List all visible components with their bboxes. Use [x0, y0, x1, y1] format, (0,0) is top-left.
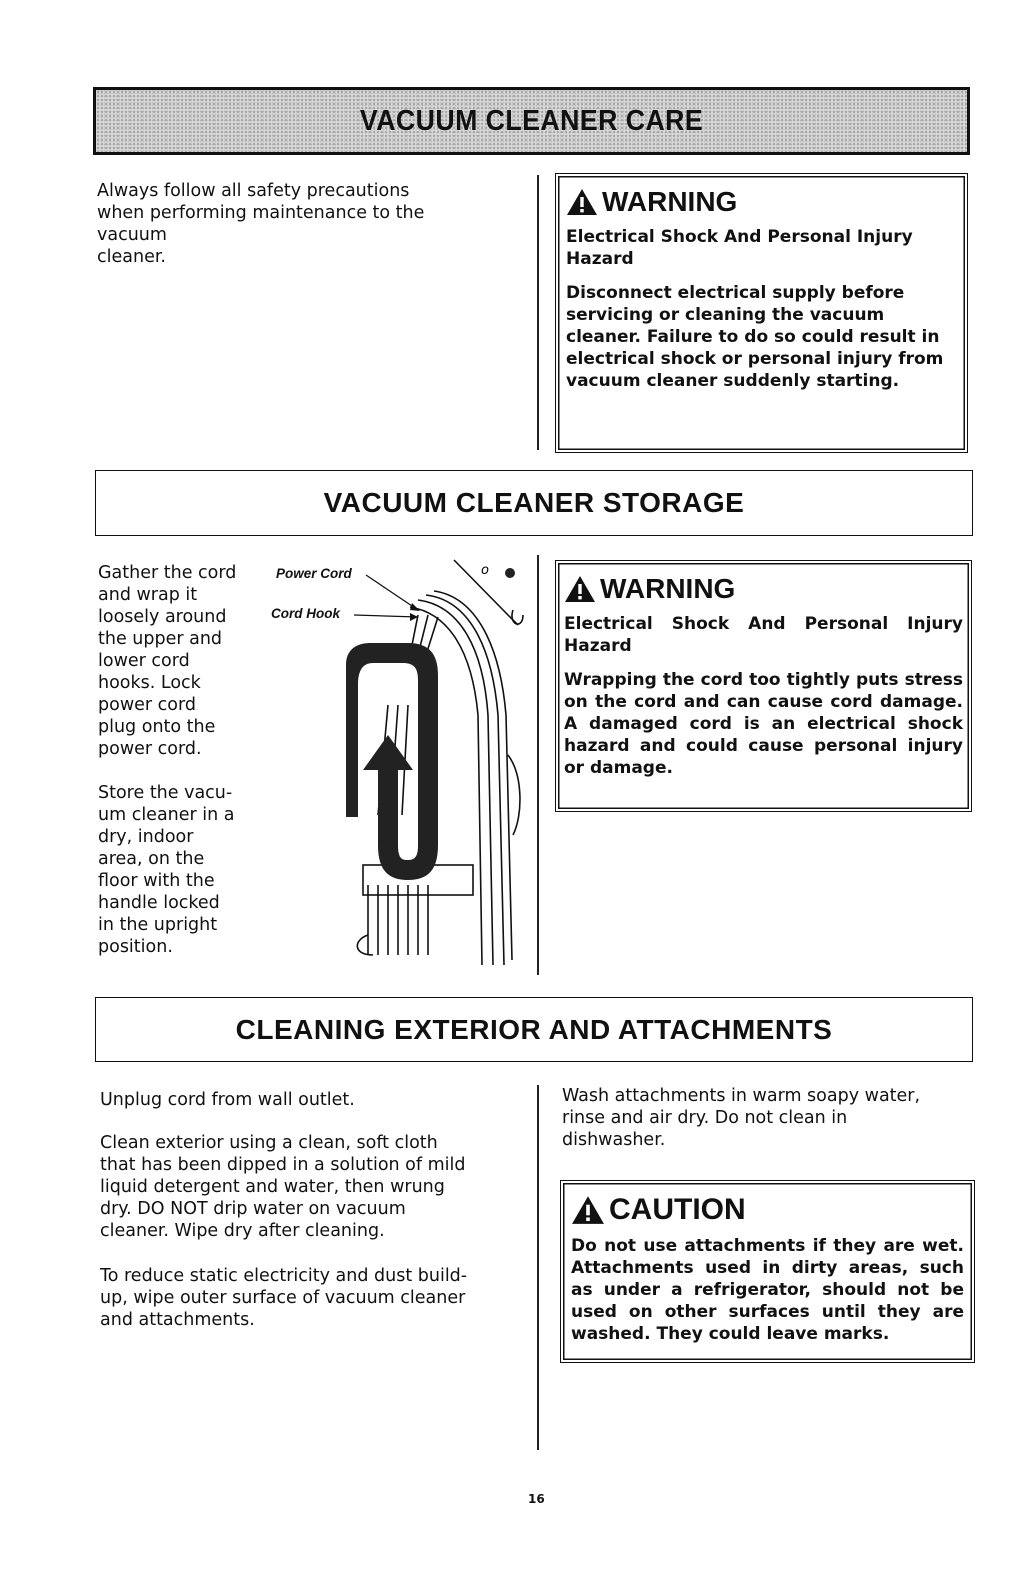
section-title: VACUUM CLEANER STORAGE [323, 487, 745, 518]
cleaning-para-1: Unplug cord from wall outlet. [100, 1090, 355, 1110]
caution-box [560, 1180, 975, 1363]
warning-body-line: hazard and could cause personal injury [564, 736, 963, 756]
page-number: 16 [528, 1492, 545, 1506]
section-header-cleaning [95, 997, 973, 1062]
warning-label: WARNING [600, 573, 736, 604]
warning-triangle-icon [566, 188, 598, 216]
section-title: CLEANING EXTERIOR AND ATTACHMENTS [235, 1013, 833, 1045]
storage-para-1: Gather the cord and wrap it loosely around the upper and lower cord hooks. Lock power cord plug onto the power cord. [98, 563, 237, 759]
caution-body-line: as under a refrigerator, should not be [571, 1280, 964, 1300]
figure-mark: o [481, 563, 489, 578]
warning-box-care [555, 173, 968, 453]
warning-hazard-line: Electrical Shock And Personal Injury [564, 614, 963, 634]
section-header-care [93, 87, 970, 155]
caution-body-line: washed. They could leave marks. [571, 1324, 890, 1344]
warning-body-line: or damage. [564, 758, 673, 778]
warning-heading [564, 573, 963, 605]
warning-body-line: on the cord and can cause cord damage. [564, 692, 963, 712]
warning-body-line: A damaged cord is an electrical shock [564, 714, 963, 734]
warning-hazard-line: Hazard [564, 636, 632, 656]
warning-triangle-icon [571, 1195, 605, 1225]
label-cord-hook: Cord Hook [271, 606, 340, 621]
column-divider [537, 555, 539, 975]
cleaning-para-3: To reduce static electricity and dust build- up, wipe outer surface of vacuum cleaner and attachments. [100, 1266, 468, 1330]
care-intro: Always follow all safety precautions when performing maintenance to the vacuum cleaner. [97, 181, 425, 267]
section-header-storage [95, 470, 973, 536]
warning-heading [566, 186, 957, 218]
warning-triangle-icon [564, 575, 596, 603]
cleaning-para-2: Clean exterior using a clean, soft cloth that has been dipped in a solution of mild liquid detergent and water, then wrung dry. DO NOT drip water on vacuum cleaner. Wipe dry after cleaning. [100, 1133, 466, 1241]
caution-body-line: Do not use attachments if they are wet. [571, 1236, 964, 1256]
label-power-cord: Power Cord [276, 566, 352, 581]
caution-body-line: Attachments used in dirty areas, such [571, 1258, 964, 1278]
attachments-wash-text: Wash attachments in warm soapy water, rinse and air dry. Do not clean in dishwasher. [562, 1086, 921, 1150]
caution-body-line: used on other surfaces until they are [571, 1302, 964, 1322]
caution-label: CAUTION [609, 1193, 746, 1226]
column-divider [537, 1085, 539, 1450]
column-divider [537, 175, 539, 450]
warning-box-storage [555, 560, 972, 812]
warning-body: Disconnect electrical supply before servicing or cleaning the vacuum cleaner. Failure to do so could result in electrical shock or personal injury from vacuum cleaner suddenly starting. [566, 283, 944, 391]
caution-heading [571, 1193, 964, 1227]
storage-para-2: Store the vacu- um cleaner in a dry, indoor area, on the floor with the handle locked in the upright position. [98, 783, 235, 957]
warning-hazard: Electrical Shock And Personal Injury Hazard [566, 227, 913, 269]
section-title: VACUUM CLEANER CARE [359, 104, 704, 137]
cord-wrap-illustration [268, 555, 530, 967]
warning-label: WARNING [602, 186, 738, 217]
warning-body-line: Wrapping the cord too tightly puts stress [564, 670, 963, 690]
